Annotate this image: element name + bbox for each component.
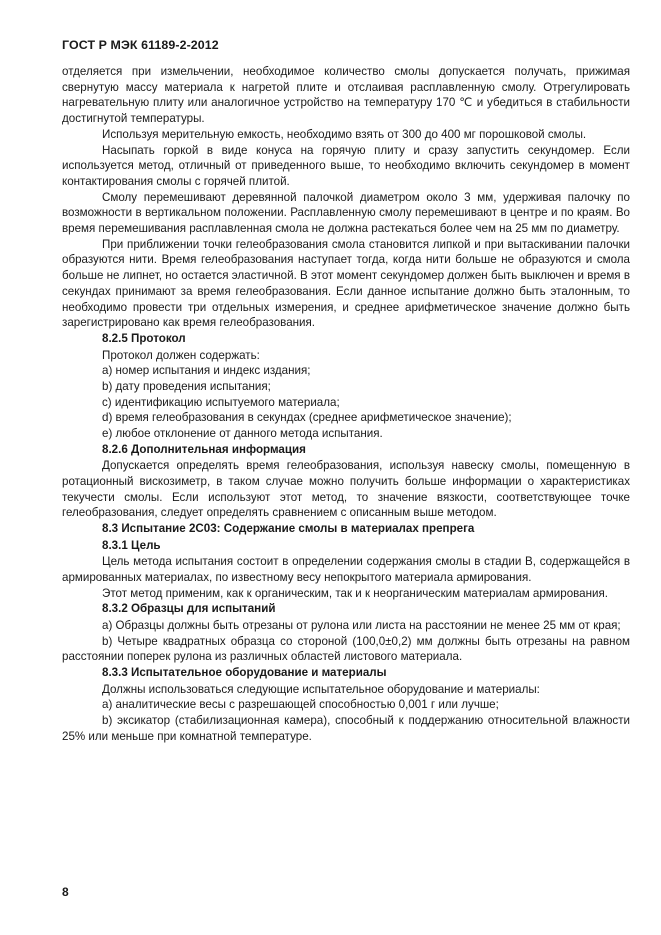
paragraph: b) Четыре квадратных образца со стороной (100,0±0,2) мм должны быть отрезаны на равном расстоянии поперек рулона из различных областей листового материала. bbox=[62, 634, 630, 664]
paragraph: Цель метода испытания состоит в определении содержания смолы в стадии B, содержащейся в армированных материалах, по известному весу непокрытого материала армирования. bbox=[62, 555, 630, 585]
list-item: b) дату проведения испытания; bbox=[102, 379, 271, 393]
list-item: a) номер испытания и индекс издания; bbox=[102, 364, 311, 378]
section-heading: 8.3.2 Образцы для испытаний bbox=[102, 602, 276, 616]
section-heading: 8.3.3 Испытательное оборудование и материалы bbox=[102, 666, 387, 680]
section-heading: 8.2.6 Дополнительная информация bbox=[102, 442, 306, 456]
paragraph: Этот метод применим, как к органическим, так и к неорганическим материалам армирования. bbox=[102, 586, 608, 600]
list-item: e) любое отклонение от данного метода испытания. bbox=[102, 427, 383, 441]
paragraph: Протокол должен содержать: bbox=[102, 348, 260, 362]
page-number: 8 bbox=[62, 885, 69, 899]
document-page bbox=[62, 38, 630, 745]
list-item: b) эксикатор (стабилизационная камера), способный к поддержанию относительной влажности 25% или меньше при комнатной температуре. bbox=[62, 714, 630, 743]
paragraph: Используя мерительную емкость, необходимо взять от 300 до 400 мг порошковой смолы. bbox=[102, 127, 587, 141]
document-header: ГОСТ Р МЭК 61189-2-2012 bbox=[62, 38, 219, 52]
list-item: c) идентификацию испытуемого материала; bbox=[102, 395, 340, 409]
section-heading: 8.3 Испытание 2C03: Содержание смолы в материалах препрега bbox=[102, 522, 475, 536]
document-body bbox=[62, 64, 630, 745]
paragraph: а) Образцы должны быть отрезаны от рулона или листа на расстоянии не менее 25 мм от края; bbox=[102, 619, 621, 633]
section-heading: 8.2.5 Протокол bbox=[102, 331, 186, 345]
paragraph: отделяется при измельчении, необходимое количество смолы допускается получать, прижимая свернутую массу материала к нагретой плите и отслаивая расплавленную смолу. Отрегулировать нагревательную плиту или аналогичное устройство на температуру 170 ℃ и убедиться в стабильности достигнутой температуры. bbox=[62, 65, 630, 126]
paragraph: Допускается определять время гелеобразования, используя навеску смолы, помещенную в ротационный вискозиметр, в таком случае можно получить больше информации о характеристиках текучести смолы. Если используют этот метод, то значение вязкости, соответствующее точке гелеобразования, следует определять сравнением с описанным выше методом. bbox=[62, 459, 630, 520]
paragraph: Должны использоваться следующие испытательное оборудование и материалы: bbox=[102, 682, 540, 696]
paragraph: Смолу перемешивают деревянной палочкой диаметром около 3 мм, удерживая палочку по возможности в вертикальном положении. Расплавленную смолу перемешивают в центре и по краям. Во время перемешивания расплавленная смола не должна растекаться более чем на 25 мм по диаметру. bbox=[62, 190, 630, 236]
paragraph: При приближении точки гелеобразования смола становится липкой и при вытаскивании палочки образуются нити. Время гелеобразования наступает тогда, когда нити больше не образуются и смола больше не липнет, но остается эластичной. В этот момент секундомер должен быть выключен и время в секундах принимают за время гелеобразования. Если данное испытание должно быть эталонным, то необходимо провести три отдельных измерения, и среднее арифметическое значение должно быть зарегистрировано как время гелеобразования. bbox=[62, 237, 630, 330]
list-item: a) аналитические весы с разрешающей способностью 0,001 г или лучше; bbox=[102, 698, 499, 712]
list-item: d) время гелеобразования в секундах (среднее арифметическое значение); bbox=[102, 411, 512, 425]
section-heading: 8.3.1 Цель bbox=[102, 538, 161, 552]
paragraph: Насыпать горкой в виде конуса на горячую плиту и сразу запустить секундомер. Если используется метод, отличный от приведенного выше, то необходимо включить секундомер в момент контактирования смолы с горячей плитой. bbox=[62, 143, 630, 188]
